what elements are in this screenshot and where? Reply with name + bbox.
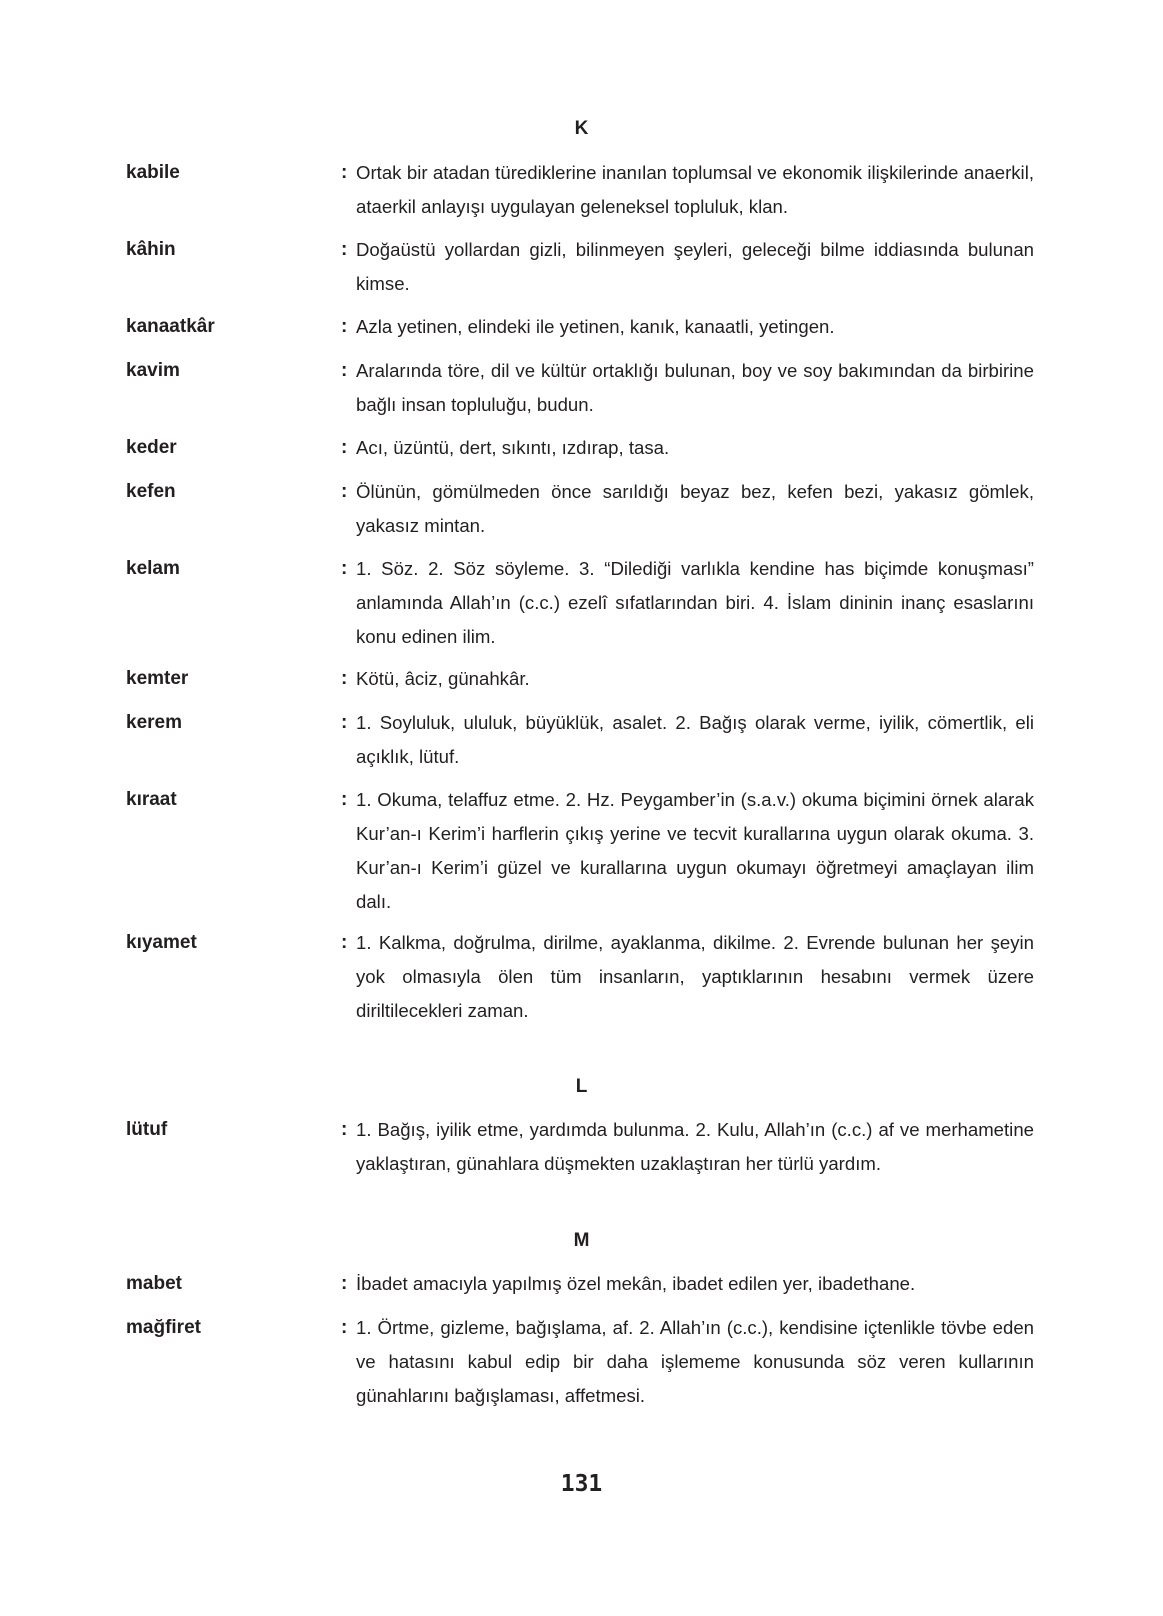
entry-separator: : [341, 162, 348, 183]
entry-separator: : [341, 712, 348, 733]
entry-separator: : [341, 668, 348, 689]
entry-term: kavim [126, 360, 180, 381]
entry-term: kıraat [126, 789, 177, 810]
entry-definition: Doğaüstü yollardan gizli, bilinmeyen şeyleri, geleceği bilme iddiasında bulunan kimse. [356, 239, 1034, 294]
entry-separator: : [341, 481, 348, 502]
entry-definition: Ölünün, gömülmeden önce sarıldığı beyaz bez, kefen bezi, yakasız gömlek, yakasız mintan. [356, 481, 1034, 536]
entry-definition: Kötü, âciz, günahkâr. [356, 668, 530, 689]
entry-definition: Ortak bir atadan türediklerine inanılan toplumsal ve ekonomik ilişkilerinde anaerkil, ataerkil anlayışı uygulayan geleneksel topluluk, klan. [356, 162, 1034, 217]
entry-term: kerem [126, 712, 182, 733]
entry-definition: İbadet amacıyla yapılmış özel mekân, ibadet edilen yer, ibadethane. [356, 1273, 916, 1294]
entry-definition: 1. Söz. 2. Söz söyleme. 3. “Dilediği varlıkla kendine has biçimde konuşması” anlamında Allah’ın (c.c.) ezelî sıfatlarından biri. 4. İslam dininin inanç esaslarını konu edinen ilim. [356, 558, 1034, 647]
entry-separator: : [341, 789, 348, 810]
entry-definition: 1. Soyluluk, ululuk, büyüklük, asalet. 2. Bağış olarak verme, iyilik, cömertlik, eli açıklık, lütuf. [356, 712, 1034, 767]
page-number: 131 [560, 1471, 603, 1497]
entry-definition: 1. Kalkma, doğrulma, dirilme, ayaklanma, dikilme. 2. Evrende bulunan her şeyin yok olmasıyla ölen tüm insanların, yaptıklarının hesabını vermek üzere diriltilecekleri zaman. [356, 932, 1034, 1021]
entry-separator: : [341, 1273, 348, 1294]
entry-term: mağfiret [126, 1317, 201, 1338]
entry-definition: 1. Bağış, iyilik etme, yardımda bulunma. 2. Kulu, Allah’ın (c.c.) af ve merhametine yaklaştıran, günahlara düşmekten uzaklaştıran her türlü yardım. [356, 1119, 1034, 1174]
entry-definition: Azla yetinen, elindeki ile yetinen, kanık, kanaatli, yetingen. [356, 316, 835, 337]
entry-term: kabile [126, 162, 180, 183]
entry-definition: Acı, üzüntü, dert, sıkıntı, ızdırap, tasa. [356, 437, 670, 458]
entry-definition: 1. Okuma, telaffuz etme. 2. Hz. Peygamber’in (s.a.v.) okuma biçimini örnek alarak Kur’an-ı Kerim’i harflerin çıkış yerine ve tecvit kurallarına uygun olarak okuma. 3. Kur’an-ı Kerim’i güzel ve kurallarına uygun okumayı öğretmeyi amaçlayan ilim dalı. [356, 789, 1034, 912]
entry-separator: : [341, 1119, 348, 1140]
section-letter-m: M [573, 1230, 590, 1251]
entry-separator: : [341, 437, 348, 458]
entry-definition: Aralarında töre, dil ve kültür ortaklığı bulunan, boy ve soy bakımından da birbirine bağlı insan topluluğu, budun. [356, 360, 1034, 415]
entry-separator: : [341, 316, 348, 337]
entry-term: kıyamet [126, 932, 197, 953]
entry-term: mabet [126, 1273, 182, 1294]
entry-definition: 1. Örtme, gizleme, bağışlama, af. 2. Allah’ın (c.c.), kendisine içtenlikle tövbe eden ve hatasını kabul edip bir daha işlememe konusunda söz veren kullarının günahlarını bağışlaması, affetmesi. [356, 1317, 1034, 1406]
entry-separator: : [341, 932, 348, 953]
entry-term: kemter [126, 668, 189, 689]
entry-term: kanaatkâr [126, 316, 215, 337]
entry-term: keder [126, 437, 177, 458]
entry-separator: : [341, 239, 348, 260]
entry-separator: : [341, 558, 348, 579]
entry-separator: : [341, 1317, 348, 1338]
section-letter-k: K [574, 118, 589, 139]
entry-term: kefen [126, 481, 176, 502]
entry-term: kâhin [126, 239, 176, 260]
entry-separator: : [341, 360, 348, 381]
entry-term: lütuf [126, 1119, 168, 1140]
entry-term: kelam [126, 558, 180, 579]
section-letter-l: L [575, 1076, 588, 1097]
